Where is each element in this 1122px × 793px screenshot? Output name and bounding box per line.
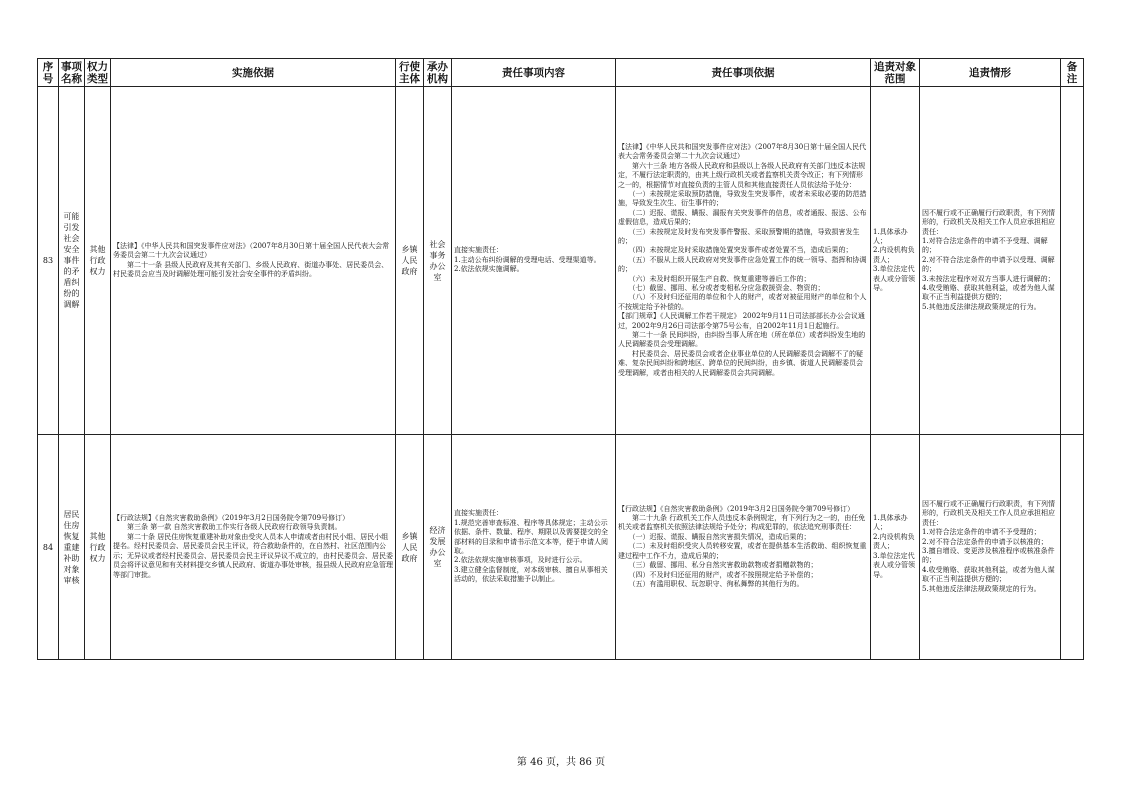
cell-subject: 乡镇人民政府 [396,87,424,435]
cell-target: 1.具体承办人； 2.内设机构负责人； 3.单位法定代表人或分管领导。 [871,87,920,435]
cell-resp-basis: 【法律】《中华人民共和国突发事件应对法》（2007年8月30日第十届全国人民代表大会常务委员会第二十九次会议通过） 第六十三条 地方各级人民政府和县级以上各级人民政府有关部门违反本法规定，不履行法定职责的，由其上级行政机关或者监察机关责令改正；有下列情形之一的，根据情节对直接负责的主管人员和其他直接责任人员依法给予处分： （一）未按规定采取预防措施，导致发生突发事件，或者未采取必要的防范措施，导致发生次生、衍生事件的； （二）迟报、谎报、瞒报、漏报有关突发事件的信息，或者通报、报送、公布虚假信息，造成后果的； （三）未按规定及时发布突发事件警报、采取预警期的措施，导致损害发生的； （四）未按规定及时采取措施处置突发事件或者处置不当，造成后果的； （五）不服从上级人民政府对突发事件应急处置工作的统一领导、指挥和协调的； （六）未及时组织开展生产自救、恢复重建等善后工作的； （七）截留、挪用、私分或者变相私分应急救援资金、物资的； （八）不及时归还征用的单位和个人的财产，或者对被征用财产的单位和个人不按规定给予补偿的。 【部门规章】《人民调解工作若干规定》 2002年9月11日司法部部长办公会议通过，2002年9月26日司法部令第75号公布，自2002年11月1日起施行。 第二十一条 民间纠纷，由纠纷当事人所在地（所在单位）或者纠纷发生地的人民调解委员会受理调解。 村民委员会、居民委员会或者企业事业单位的人民调解委员会调解不了的疑难、复杂民间纠纷和跨地区、跨单位的民间纠纷，由乡镇、街道人民调解委员会受理调解，或者由相关的人民调解委员会共同调解。 [616,87,871,435]
cell-remark [1061,435,1084,660]
page-footer: 第 46 页，共 86 页 [516,757,606,768]
header-name: 事项名称 [59,59,85,87]
cell-power-type: 其他行政权力 [85,87,111,435]
header-remark: 备注 [1061,59,1084,87]
table-row [38,87,1084,435]
cell-basis: 【法律】《中华人民共和国突发事件应对法》（2007年8月30日第十届全国人民代表大会常务委员会第二十九次会议通过） 第二十一条 县级人民政府及其有关部门、乡级人民政府、街道办事处、居民委员会、村民委员会应当及时调解处理可能引发社会安全事件的矛盾纠纷。 [111,87,396,435]
cell-seq: 84 [38,435,59,660]
matter-table [37,58,1084,660]
header-row [38,59,1084,87]
cell-target: 1.具体承办人； 2.内设机构负责人； 3.单位法定代表人或分管领导。 [871,435,920,660]
cell-name: 可能引发社会安全事件的矛盾纠纷的调解 [59,87,85,435]
cell-situation: 因不履行或不正确履行行政职责，有下列情形的，行政机关及相关工作人员应承担相应责任： 1.对符合法定条件的申请不予受理、调解的； 2.对不符合法定条件的申请予以受理、调解的； 3.未按法定程序对双方当事人进行调解的； 4.收受贿赂、获取其他利益，或者为他人谋取不正当利益提供方便的； 5.其他违反法律法规政策规定的行为。 [920,87,1061,435]
cell-name: 居民住房恢复重建补助对象审核 [59,435,85,660]
header-subject: 行使主体 [396,59,424,87]
header-target: 追责对象范围 [871,59,920,87]
cell-resp-content: 直接实施责任： 1.规范完善审查标准、程序等具体规定；主动公示依据、条件、数量、程序、期限以及需要提交的全部材料的目录和申请书示范文本等，便于申请人阅取。 2.依法依规实施审核事项，及时进行公示。 3.建立健全监督制度，对本级审核、擅自从事相关活动的，依法采取措施予以制止。 [452,435,616,660]
cell-power-type: 其他行政权力 [85,435,111,660]
cell-seq: 83 [38,87,59,435]
header-situation: 追责情形 [920,59,1061,87]
header-resp-content: 责任事项内容 [452,59,616,87]
table-row [38,435,1084,660]
header-resp-basis: 责任事项依据 [616,59,871,87]
cell-org: 经济发展办公室 [424,435,452,660]
cell-org: 社会事务办公室 [424,87,452,435]
cell-subject: 乡镇人民政府 [396,435,424,660]
cell-resp-content: 直接实施责任： 1.主动公布纠纷调解的受理电话、受理渠道等。 2.依法依规实施调解。 [452,87,616,435]
header-power-type: 权力类型 [85,59,111,87]
header-basis: 实施依据 [111,59,396,87]
cell-situation: 因不履行或不正确履行行政职责，有下列情形的，行政机关及相关工作人员应承担相应责任： 1.对符合法定条件的申请不予受理的； 2.对不符合法定条件的申请予以核准的； 3.擅自增设、变更涉及核准程序或核准条件的； 4.收受贿赂、获取其他利益，或者为他人谋取不正当利益提供方便的； 5.其他违反法律法规政策规定的行为。 [920,435,1061,660]
cell-basis: 【行政法规】《自然灾害救助条例》（2019年3月2日国务院令第709号修订） 第三条 第一款 自然灾害救助工作实行各级人民政府行政领导负责制。 第二十条 居民住房恢复重建补助对象由受灾人员本人申请或者由村民小组、居民小组提名。经村民委员会、居民委员会民主评议，符合救助条件的，在自然村、社区范围内公示；无异议或者经村民委员会、居民委员会民主评议异议不成立的，由村民委员会、居民委员会将评议意见和有关材料提交乡镇人民政府、街道办事处审核，报县级人民政府应急管理等部门审批。 [111,435,396,660]
header-org: 承办机构 [424,59,452,87]
cell-remark [1061,87,1084,435]
header-seq: 序号 [38,59,59,87]
cell-resp-basis: 【行政法规】《自然灾害救助条例》（2019年3月2日国务院令第709号修订） 第二十九条 行政机关工作人员违反本条例规定，有下列行为之一的，由任免机关或者监察机关依照法律法规给予处分；构成犯罪的，依法追究刑事责任： （一）迟报、谎报、瞒报自然灾害损失情况，造成后果的； （二）未及时组织受灾人员转移安置，或者在提供基本生活救助、组织恢复重建过程中工作不力，造成后果的； （三）截留、挪用、私分自然灾害救助款物或者捐赠款物的； （四）不及时归还征用的财产，或者不按照规定给予补偿的； （五）有滥用职权、玩忽职守、徇私舞弊的其他行为的。 [616,435,871,660]
